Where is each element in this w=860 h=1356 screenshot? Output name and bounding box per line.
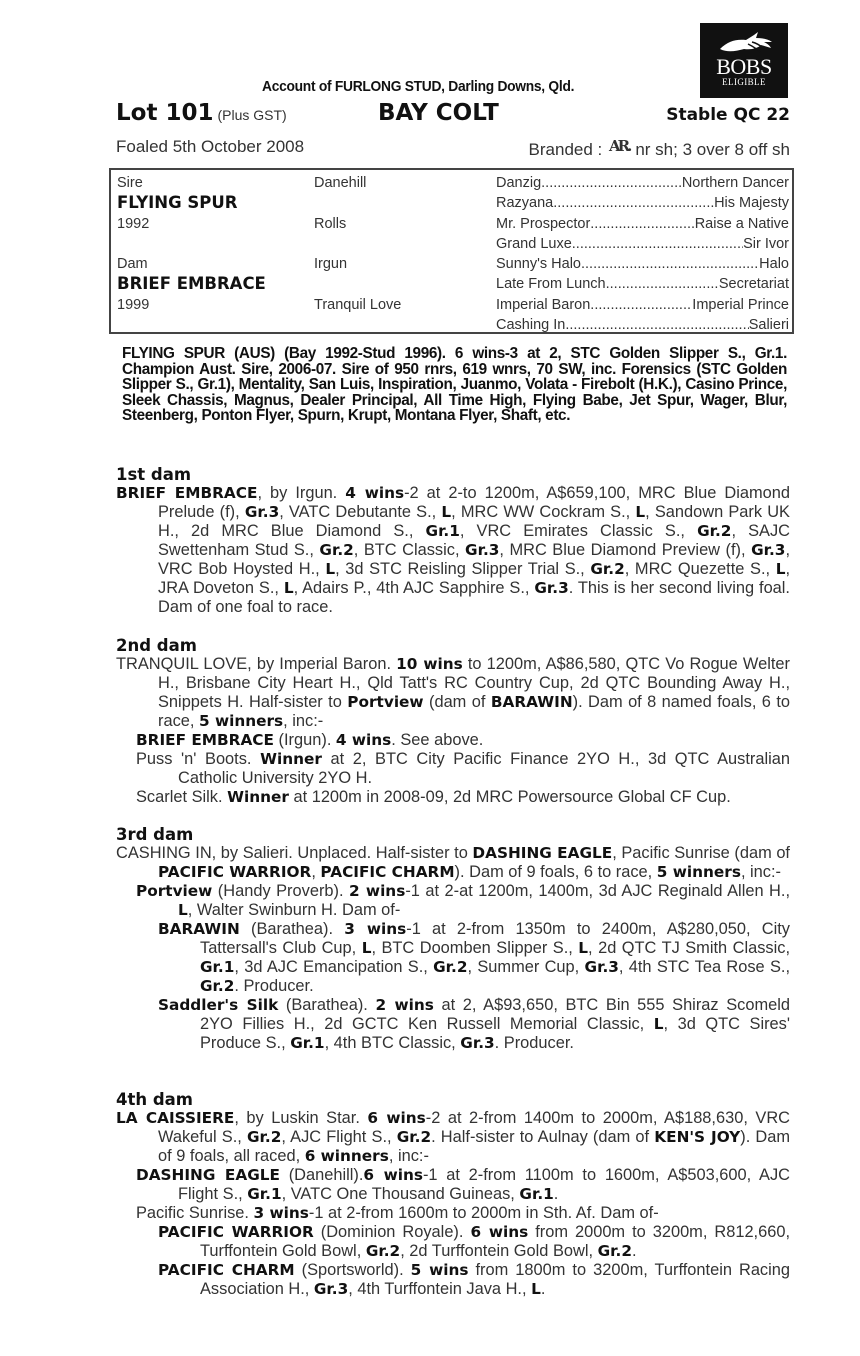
ancestor-name: Mr. Prospector bbox=[496, 215, 591, 232]
bold-run: Portview bbox=[347, 693, 424, 711]
text-run: TRANQUIL LOVE, by Imperial Baron. bbox=[116, 655, 397, 673]
pedigree-paragraph bbox=[116, 750, 790, 788]
pedigree-paragraph bbox=[116, 1223, 790, 1261]
text-run: . Producer. bbox=[234, 977, 314, 995]
ancestor-name: Razyana bbox=[496, 195, 554, 212]
bold-run: 6 winners bbox=[304, 1147, 389, 1165]
text-run: , VATC One Thousand Guineas, bbox=[281, 1185, 520, 1203]
text-run: . This is her second living foal. Dam of one foal to race. bbox=[158, 579, 790, 616]
text-run: , 3d AJC Emancipation S., bbox=[234, 958, 434, 976]
text-run: ). Dam of 8 named foals, 6 to race, bbox=[158, 693, 790, 730]
lot-number bbox=[116, 100, 287, 126]
text-run: . bbox=[631, 1242, 637, 1260]
section-body bbox=[116, 844, 790, 1053]
text-run: Scarlet Silk. bbox=[136, 788, 228, 806]
text-run: , Pacific Sunrise (dam of bbox=[612, 844, 790, 862]
bold-run: BRIEF EMBRACE bbox=[136, 731, 274, 749]
bold-run: Gr.2 bbox=[433, 958, 468, 976]
pedigree-great-grandparents-column bbox=[496, 173, 789, 335]
sire-summary: FLYING SPUR (AUS) (Bay 1992-Stud 1996). 6 wins-3 at 2, STC Golden Slipper S., Gr.1. Champion Aust. Sire, 2006-07. Sire of 950 rnrs, 619 wnrs, 70 SW, inc. Forensics (STC Golden Slipper S., Gr.1), Mentality, San Luis, Inspiration, Juanmo, Volata - Firebolt (H.K.), Casino Prince, Sleek Chassis, Magnus, Dealer Principal, All Time High, Flying Babe, Jet Spur, Wager, Blur, Steenberg, Ponton Flyer, Spurn, Krupt, Montana Flyer, Shaft, etc. bbox=[122, 345, 787, 425]
bold-run: 2 wins bbox=[349, 882, 406, 900]
bold-run: L bbox=[441, 503, 452, 521]
text-run: , MRC WW Cockram S., bbox=[451, 503, 636, 521]
ancestor-name: Danzig bbox=[496, 175, 542, 191]
bold-run: Gr.1 bbox=[290, 1034, 325, 1052]
bold-run: Gr.3 bbox=[244, 503, 280, 521]
bold-run: Gr.2 bbox=[590, 560, 625, 578]
ancestor-sire: Salieri bbox=[748, 317, 789, 334]
bold-run: 5 winners bbox=[656, 863, 741, 881]
text-run: -2 at 2-to 1200m, A$659,100, MRC Blue Diamond Prelude (f), bbox=[158, 484, 790, 521]
bold-run: PACIFIC WARRIOR bbox=[158, 863, 312, 881]
bold-run: Gr.1 bbox=[247, 1185, 282, 1203]
branded-label: Branded : bbox=[528, 140, 603, 159]
text-run: from 2000m to 3200m, R812,660, Turffontein Gold Bowl, bbox=[200, 1223, 791, 1260]
text-run: at 2, BTC City Pacific Finance 2YO H., 3d QTC Australian Catholic University 2YO H. bbox=[178, 750, 790, 787]
bobs-eligible-logo bbox=[700, 23, 788, 98]
lot-line bbox=[116, 100, 790, 130]
bold-run: Gr.3 bbox=[460, 1034, 495, 1052]
text-run: (dam of bbox=[423, 693, 491, 711]
ancestor-sire: His Majesty bbox=[714, 195, 789, 212]
text-run: , 4th STC Tea Rose S., bbox=[618, 958, 790, 976]
leader-dots bbox=[590, 214, 694, 234]
ancestor-sire: Halo bbox=[759, 256, 789, 273]
text-run: , VATC Debutante S., bbox=[279, 503, 442, 521]
text-run: , Sandown Park UK H., 2d MRC Blue Diamond S., bbox=[158, 503, 790, 540]
bold-run: L bbox=[578, 939, 589, 957]
dam-section-4 bbox=[116, 1090, 790, 1299]
pedigree-paragraph bbox=[116, 731, 790, 750]
text-run: from 1800m to 3200m, Turffontein Racing Association H., bbox=[200, 1261, 791, 1298]
section-body bbox=[116, 484, 790, 617]
text-run: , Adairs P., 4th AJC Sapphire S., bbox=[293, 579, 535, 597]
bold-run: Gr.2 bbox=[396, 1128, 432, 1146]
text-run: , MRC Quezette S., bbox=[624, 560, 776, 578]
spacer bbox=[314, 274, 484, 294]
horse-head-icon bbox=[714, 29, 774, 57]
bold-run: L bbox=[283, 579, 294, 597]
bold-run: Gr.3 bbox=[751, 541, 786, 559]
pedigree-row bbox=[496, 254, 789, 274]
text-run: (Irgun). bbox=[273, 731, 336, 749]
bold-run: 3 wins bbox=[253, 1204, 309, 1222]
section-body bbox=[116, 1109, 790, 1299]
sire-year: 1992 bbox=[117, 215, 150, 232]
bold-run: PACIFIC CHARM bbox=[158, 1261, 295, 1279]
spacer bbox=[314, 234, 484, 254]
text-run: , inc:- bbox=[388, 1147, 429, 1165]
vendor-account: Account of FURLONG STUD, Darling Downs, Qld. bbox=[262, 78, 575, 95]
bold-run: L bbox=[531, 1280, 541, 1298]
bold-run: L bbox=[775, 560, 786, 578]
text-run: -1 at 2-from 1100m to 1600m, A$503,600, AJC Flight S., bbox=[178, 1166, 790, 1203]
text-run: , by Luskin Star. bbox=[234, 1109, 368, 1127]
bold-run: 5 wins bbox=[410, 1261, 469, 1279]
text-run: . bbox=[553, 1185, 559, 1203]
text-run: -1 at 2-from 1600m to 2000m in Sth. Af. Dam of- bbox=[308, 1204, 659, 1222]
logo-text: BOBS bbox=[716, 54, 772, 79]
pedigree-row bbox=[496, 214, 789, 234]
bold-run: BARAWIN bbox=[490, 693, 573, 711]
text-run: , 4th BTC Classic, bbox=[324, 1034, 461, 1052]
bold-run: L bbox=[635, 503, 646, 521]
text-run: . bbox=[540, 1280, 546, 1298]
sire-name: FLYING SPUR bbox=[117, 193, 238, 213]
text-run: . Producer. bbox=[494, 1034, 574, 1052]
bold-run: Gr.3 bbox=[313, 1280, 349, 1298]
dam-name: BRIEF EMBRACE bbox=[117, 274, 266, 294]
text-run: (Barathea). bbox=[278, 996, 376, 1014]
text-run: at 2, A$93,650, BTC Bin 555 Shiraz Scomeld 2YO Fillies H., 2d GCTC Ken Russell Memorial Classic, bbox=[200, 996, 790, 1033]
spacer bbox=[314, 315, 484, 335]
dam-sire: Irgun bbox=[314, 256, 348, 273]
text-run: -1 at 2-from 1350m to 2400m, A$280,050, City Tattersall's Club Cup, bbox=[200, 920, 791, 957]
bold-run: Saddler's Silk bbox=[158, 996, 279, 1014]
colour-sex: BAY COLT bbox=[378, 100, 499, 126]
bold-run: 6 wins bbox=[470, 1223, 529, 1241]
pedigree-parents-column bbox=[117, 173, 307, 335]
bold-run: L bbox=[325, 560, 336, 578]
stable-number: Stable QC 22 bbox=[666, 105, 790, 125]
pedigree-paragraph bbox=[116, 1109, 790, 1166]
foaled-date: Foaled 5th October 2008 bbox=[116, 137, 305, 156]
text-run: ). Dam of 9 foals, all raced, bbox=[158, 1128, 791, 1165]
bold-run: 5 winners bbox=[199, 712, 284, 730]
ancestor-name: Grand Luxe bbox=[496, 235, 572, 252]
branding bbox=[529, 137, 790, 160]
text-run: , SAJC Swettenham Stud S., bbox=[158, 522, 790, 559]
text-run: (Sportsworld). bbox=[294, 1261, 411, 1279]
bold-run: Gr.3 bbox=[534, 579, 569, 597]
bold-run: 2 wins bbox=[375, 996, 434, 1014]
text-run: (Barathea). bbox=[239, 920, 345, 938]
pedigree-row bbox=[496, 274, 789, 294]
dam-dam: Tranquil Love bbox=[314, 296, 402, 313]
text-run: , JRA Doveton S., bbox=[158, 560, 790, 597]
spacer bbox=[117, 315, 307, 335]
pedigree-row bbox=[496, 315, 789, 335]
dam-section-1 bbox=[116, 465, 790, 617]
text-run: at 1200m in 2008-09, 2d MRC Powersource Global CF Cup. bbox=[288, 788, 731, 806]
text-run: (Handy Proverb). bbox=[212, 882, 350, 900]
bold-run: L bbox=[178, 901, 188, 919]
text-run: , 4th Turffontein Java H., bbox=[348, 1280, 532, 1298]
spacer bbox=[117, 234, 307, 254]
pedigree-paragraph bbox=[116, 920, 790, 996]
leader-dots bbox=[572, 234, 743, 254]
text-run: , VRC Bob Hoysted H., bbox=[158, 541, 791, 578]
bold-run: Gr.1 bbox=[425, 522, 460, 540]
text-run: , by Irgun. bbox=[257, 484, 346, 502]
text-run: , 3d QTC Sires' Produce S., bbox=[200, 1015, 790, 1052]
text-run: . See above. bbox=[391, 731, 484, 749]
branded-detail: nr sh; 3 over 8 off sh bbox=[635, 140, 790, 159]
bold-run: Gr.1 bbox=[519, 1185, 554, 1203]
pedigree-table bbox=[109, 168, 794, 334]
text-run: -1 at 2-at 1200m, 1400m, 3d AJC Reginald Allen H., bbox=[405, 882, 791, 900]
ancestor-name: Sunny's Halo bbox=[496, 256, 581, 273]
section-heading: 1st dam bbox=[116, 465, 192, 484]
pedigree-paragraph bbox=[116, 844, 790, 882]
ancestor-sire: Imperial Prince bbox=[692, 296, 789, 313]
ancestor-sire: Northern Dancer bbox=[681, 175, 789, 191]
pedigree-paragraph bbox=[116, 484, 790, 617]
ancestor-sire: Secretariat bbox=[718, 276, 789, 293]
text-run: , VRC Emirates Classic S., bbox=[459, 522, 698, 540]
text-run: (Danehill). bbox=[279, 1166, 364, 1184]
text-run: , bbox=[311, 863, 321, 881]
pedigree-row bbox=[496, 173, 789, 193]
leader-dots bbox=[541, 173, 682, 193]
text-run: CASHING IN, by Salieri. Unplaced. Half-sister to bbox=[116, 844, 473, 862]
pedigree-paragraph bbox=[116, 1204, 790, 1223]
dam-label: Dam bbox=[117, 256, 148, 273]
dam-section-2 bbox=[116, 636, 790, 807]
dam-section-3 bbox=[116, 825, 790, 1053]
leader-dots bbox=[553, 193, 714, 213]
lot-label: Lot 101 bbox=[116, 100, 214, 126]
text-run: ). Dam of 9 foals, 6 to race, bbox=[454, 863, 657, 881]
text-run: , 2d Turffontein Gold Bowl, bbox=[400, 1242, 598, 1260]
bold-run: 10 wins bbox=[396, 655, 463, 673]
bold-run: 4 wins bbox=[345, 484, 405, 502]
leader-dots bbox=[606, 274, 719, 294]
bold-run: Gr.2 bbox=[246, 1128, 282, 1146]
bold-run: Gr.3 bbox=[584, 958, 619, 976]
bold-run: Gr.2 bbox=[319, 541, 354, 559]
text-run: Pacific Sunrise. bbox=[136, 1204, 254, 1222]
ancestor-sire: Raise a Native bbox=[694, 215, 789, 232]
pedigree-paragraph bbox=[116, 655, 790, 731]
leader-dots bbox=[581, 254, 759, 274]
pedigree-paragraph bbox=[116, 1166, 790, 1204]
bold-run: Gr.2 bbox=[365, 1242, 401, 1260]
bold-run: L bbox=[653, 1015, 664, 1033]
sire-dam: Rolls bbox=[314, 215, 347, 232]
text-run: , BTC Classic, bbox=[353, 541, 466, 559]
section-heading: 2nd dam bbox=[116, 636, 197, 655]
text-run: , inc:- bbox=[283, 712, 324, 730]
bold-run: Winner bbox=[260, 750, 322, 768]
text-run: , 3d STC Reisling Slipper Trial S., bbox=[335, 560, 591, 578]
ancestor-sire: Sir Ivor bbox=[743, 235, 789, 252]
bold-run: Gr.1 bbox=[200, 958, 235, 976]
bold-run: Winner bbox=[227, 788, 289, 806]
sire-sire: Danehill bbox=[314, 175, 367, 191]
brand-mark-icon: AR. bbox=[609, 137, 630, 155]
ancestor-name: Cashing In bbox=[496, 317, 566, 334]
bold-run: BARAWIN bbox=[158, 920, 240, 938]
pedigree-grandparents-column bbox=[314, 173, 484, 335]
text-run: , BTC Doomben Slipper S., bbox=[371, 939, 579, 957]
text-run: , inc:- bbox=[740, 863, 782, 881]
bold-run: DASHING EAGLE bbox=[472, 844, 613, 862]
text-run: , Walter Swinburn H. Dam of- bbox=[187, 901, 401, 919]
bold-run: BRIEF EMBRACE bbox=[116, 484, 258, 502]
text-run: , 2d QTC TJ Smith Classic, bbox=[588, 939, 791, 957]
logo-subtext: ELIGIBLE bbox=[722, 77, 766, 87]
bold-run: LA CAISSIERE bbox=[116, 1109, 235, 1127]
text-run: (Dominion Royale). bbox=[313, 1223, 471, 1241]
bold-run: Portview bbox=[136, 882, 213, 900]
leader-dots bbox=[590, 295, 692, 315]
text-run: , MRC Blue Diamond Preview (f), bbox=[499, 541, 752, 559]
text-run: , Summer Cup, bbox=[467, 958, 585, 976]
dam-year: 1999 bbox=[117, 296, 150, 313]
bold-run: 4 wins bbox=[335, 731, 392, 749]
pedigree-row bbox=[496, 193, 789, 213]
pedigree-paragraph bbox=[116, 882, 790, 920]
ancestor-name: Imperial Baron bbox=[496, 296, 591, 313]
text-run: , AJC Flight S., bbox=[281, 1128, 397, 1146]
bold-run: KEN'S JOY bbox=[654, 1128, 741, 1146]
text-run: -2 at 2-from 1400m to 2000m, A$188,630, VRC Wakeful S., bbox=[158, 1109, 791, 1146]
bold-run: Gr.3 bbox=[465, 541, 500, 559]
section-heading: 3rd dam bbox=[116, 825, 194, 844]
bold-run: 3 wins bbox=[344, 920, 407, 938]
gst-note: (Plus GST) bbox=[217, 107, 287, 123]
bold-run: Gr.2 bbox=[697, 522, 732, 540]
text-run: to 1200m, A$86,580, QTC Vo Rogue Welter H., Brisbane City Heart H., Qld Tatt's RC Country Cup, 2d QTC Bounding Away H., Snippets H. Half-sister to bbox=[158, 655, 790, 711]
pedigree-paragraph bbox=[116, 1261, 790, 1299]
bold-run: L bbox=[361, 939, 372, 957]
leader-dots bbox=[565, 315, 748, 335]
section-body bbox=[116, 655, 790, 807]
bold-run: Gr.2 bbox=[597, 1242, 632, 1260]
ancestor-name: Late From Lunch bbox=[496, 276, 606, 293]
spacer bbox=[314, 193, 484, 213]
bold-run: 6 wins bbox=[363, 1166, 423, 1184]
bold-run: Gr.2 bbox=[200, 977, 235, 995]
bold-run: 6 wins bbox=[367, 1109, 426, 1127]
section-heading: 4th dam bbox=[116, 1090, 193, 1109]
sire-label: Sire bbox=[117, 175, 143, 191]
pedigree-paragraph bbox=[116, 788, 790, 807]
bold-run: PACIFIC WARRIOR bbox=[158, 1223, 314, 1241]
pedigree-row bbox=[496, 295, 789, 315]
bold-run: DASHING EAGLE bbox=[136, 1166, 280, 1184]
pedigree-paragraph bbox=[116, 996, 790, 1053]
bold-run: PACIFIC CHARM bbox=[320, 863, 455, 881]
pedigree-row bbox=[496, 234, 789, 254]
text-run: . Half-sister to Aulnay (dam of bbox=[431, 1128, 655, 1146]
text-run: Puss 'n' Boots. bbox=[136, 750, 261, 768]
